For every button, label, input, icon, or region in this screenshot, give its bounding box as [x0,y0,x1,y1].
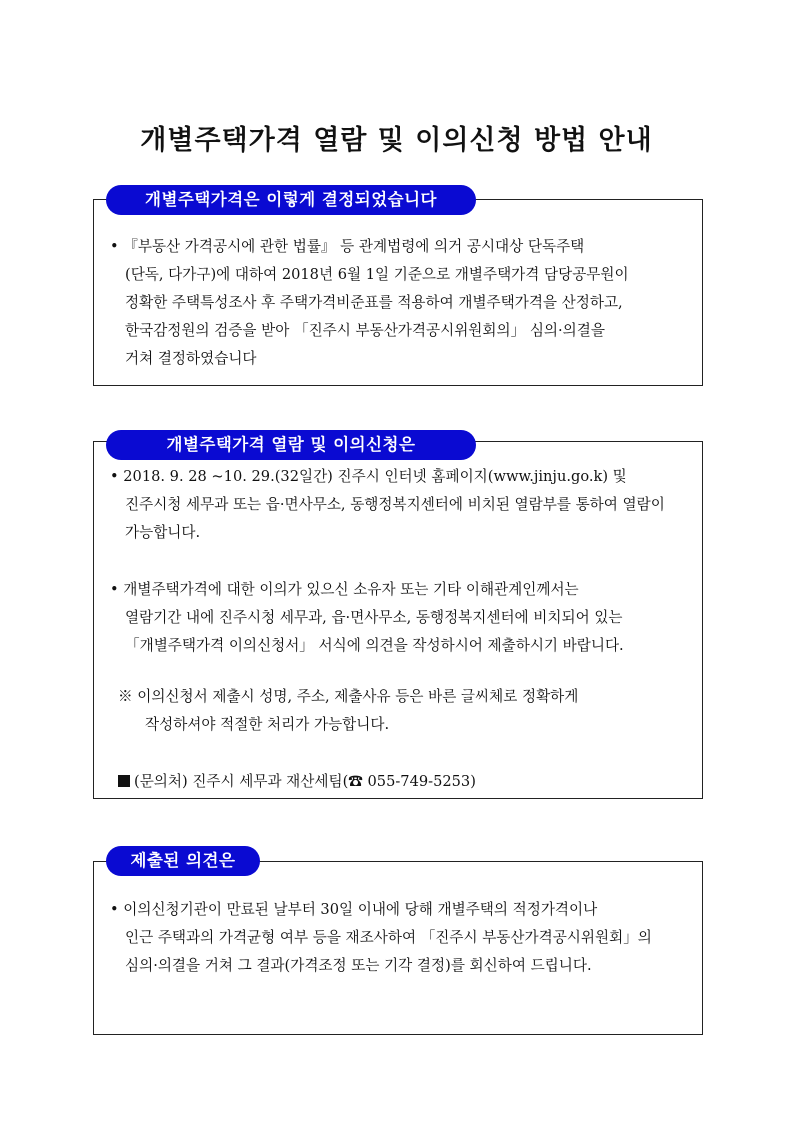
text-line: 거쳐 결정하였습니다 [125,350,257,367]
text-line: • 『부동산 가격공시에 관한 법률』 등 관계법령에 의거 공시대상 단독주택 [110,238,585,255]
text-line: • 개별주택가격에 대한 이의가 있으신 소유자 또는 기타 이해관계인께서는 [110,581,579,598]
text-line: ※ 이의신청서 제출시 성명, 주소, 제출사유 등은 바른 글씨체로 정확하게 [118,688,579,705]
inspection-paragraph [110,463,695,547]
contact-text: (문의처) 진주시 세무과 재산세팀(☎ 055-749-5253) [134,773,476,790]
text-line: 열람기간 내에 진주시청 세무과, 읍·면사무소, 동행정복지센터에 비치되어 있는 [125,609,623,626]
text-line: (단독, 다가구)에 대하여 2018년 6월 1일 기준으로 개별주택가격 담당공무원이 [125,266,629,283]
text-line: 진주시청 세무과 또는 읍·면사무소, 동행정복지센터에 비치된 열람부를 통하여 열람이 [125,496,665,513]
text-line: 한국감정원의 검증을 받아 「진주시 부동산가격공시위원회의」 심의·의결을 [125,322,605,339]
section-heading-decision: 개별주택가격은 이렇게 결정되었습니다 [106,185,476,215]
text-line: 심의·의결을 거쳐 그 결과(가격조정 또는 기각 결정)를 회신하여 드립니다. [125,957,592,974]
result-paragraph [110,896,695,980]
text-line: • 이의신청기관이 만료된 날부터 30일 이내에 당해 개별주택의 적정가격이나 [110,901,598,918]
objection-paragraph [110,576,695,660]
text-line: 「개별주택가격 이의신청서」 서식에 의견을 작성하시어 제출하시기 바랍니다. [125,637,624,654]
section-heading-result: 제출된 의견은 [106,846,260,876]
contact-line [110,768,695,796]
page-title: 개별주택가격 열람 및 이의신청 방법 안내 [140,125,653,156]
text-line: 인근 주택과의 가격균형 여부 등을 재조사하여 「진주시 부동산가격공시위원회」의 [125,929,652,946]
note-paragraph [110,683,695,739]
text-line: • 2018. 9. 28 ~10. 29.(32일간) 진주시 인터넷 홈페이지(www.jinju.go.k) 및 [110,468,627,485]
text-line: 가능합니다. [125,524,201,541]
decision-paragraph [110,233,695,373]
square-bullet-icon [118,775,130,787]
text-line: 정확한 주택특성조사 후 주택가격비준표를 적용하여 개별주택가격을 산정하고, [125,294,623,311]
section-heading-inspection: 개별주택가격 열람 및 이의신청은 [106,430,476,460]
text-line: 작성하셔야 적절한 처리가 가능합니다. [145,716,390,733]
